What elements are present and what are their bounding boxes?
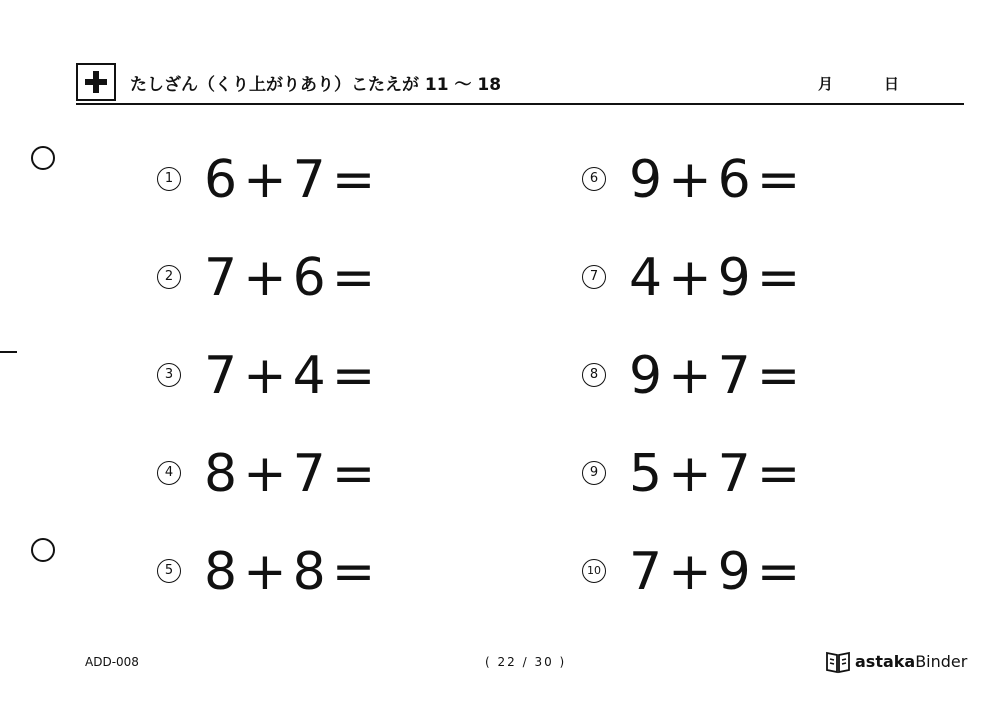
equals-sign: =: [756, 346, 801, 406]
plus-operator: +: [243, 248, 287, 308]
problem-5: [157, 542, 477, 602]
equals-sign: =: [756, 542, 801, 602]
brand-light: Binder: [915, 652, 968, 671]
operand-b: 9: [717, 542, 751, 602]
day-label: 日: [884, 75, 900, 93]
equation: [204, 150, 381, 210]
equals-sign: =: [331, 542, 376, 602]
problem-number: 9: [582, 461, 606, 485]
problem-number: 7: [582, 265, 606, 289]
plus-operator: +: [243, 150, 287, 210]
worksheet-title: たしざん（くり上がりあり）こたえが 11 ～ 18: [130, 75, 502, 95]
plus-icon-box: [76, 63, 116, 101]
problem-number: 1: [157, 167, 181, 191]
problem-number: 2: [157, 265, 181, 289]
problem-8: [582, 346, 902, 406]
problem-number: 10: [582, 559, 606, 583]
equation: [629, 542, 806, 602]
worksheet-header: [76, 63, 964, 105]
operand-a: 7: [204, 346, 238, 406]
equals-sign: =: [331, 248, 376, 308]
operand-b: 7: [717, 346, 751, 406]
page-indicator: ( 22 / 30 ): [485, 655, 567, 669]
binder-hole-bottom: [31, 538, 55, 562]
problem-number: 6: [582, 167, 606, 191]
operand-b: 6: [717, 150, 751, 210]
problem-2: [157, 248, 477, 308]
operand-b: 6: [292, 248, 326, 308]
plus-operator: +: [668, 248, 712, 308]
problem-3: [157, 346, 477, 406]
operand-b: 9: [717, 248, 751, 308]
operand-a: 7: [629, 542, 663, 602]
problem-1: [157, 150, 477, 210]
binder-book-icon: [825, 650, 851, 674]
operand-a: 4: [629, 248, 663, 308]
operand-a: 8: [204, 542, 238, 602]
plus-icon: [84, 70, 108, 94]
center-fold-mark: [0, 351, 17, 353]
equals-sign: =: [756, 444, 801, 504]
problem-4: [157, 444, 477, 504]
problem-number: 5: [157, 559, 181, 583]
problem-6: [582, 150, 902, 210]
equals-sign: =: [331, 150, 376, 210]
brand-bold: astaka: [855, 652, 916, 671]
operand-b: 7: [717, 444, 751, 504]
problem-9: [582, 444, 902, 504]
worksheet-code: ADD-008: [85, 655, 139, 669]
operand-a: 9: [629, 346, 663, 406]
equation: [629, 444, 806, 504]
plus-operator: +: [668, 346, 712, 406]
equation: [629, 150, 806, 210]
operand-a: 8: [204, 444, 238, 504]
operand-a: 9: [629, 150, 663, 210]
problem-10: [582, 542, 902, 602]
problem-number: 8: [582, 363, 606, 387]
equals-sign: =: [331, 346, 376, 406]
equals-sign: =: [331, 444, 376, 504]
problem-number: 4: [157, 461, 181, 485]
plus-operator: +: [668, 542, 712, 602]
equation: [629, 346, 806, 406]
binder-hole-top: [31, 146, 55, 170]
plus-operator: +: [668, 444, 712, 504]
equation: [629, 248, 806, 308]
plus-operator: +: [243, 346, 287, 406]
plus-operator: +: [668, 150, 712, 210]
brand-name: [855, 652, 967, 671]
operand-b: 4: [292, 346, 326, 406]
operand-b: 7: [292, 150, 326, 210]
operand-a: 6: [204, 150, 238, 210]
equation: [204, 444, 381, 504]
equals-sign: =: [756, 248, 801, 308]
problem-7: [582, 248, 902, 308]
plus-operator: +: [243, 444, 287, 504]
operand-a: 7: [204, 248, 238, 308]
operand-b: 7: [292, 444, 326, 504]
problem-number: 3: [157, 363, 181, 387]
equals-sign: =: [756, 150, 801, 210]
operand-b: 8: [292, 542, 326, 602]
equation: [204, 248, 381, 308]
operand-a: 5: [629, 444, 663, 504]
month-label: 月: [818, 75, 834, 93]
equation: [204, 542, 381, 602]
plus-operator: +: [243, 542, 287, 602]
equation: [204, 346, 381, 406]
